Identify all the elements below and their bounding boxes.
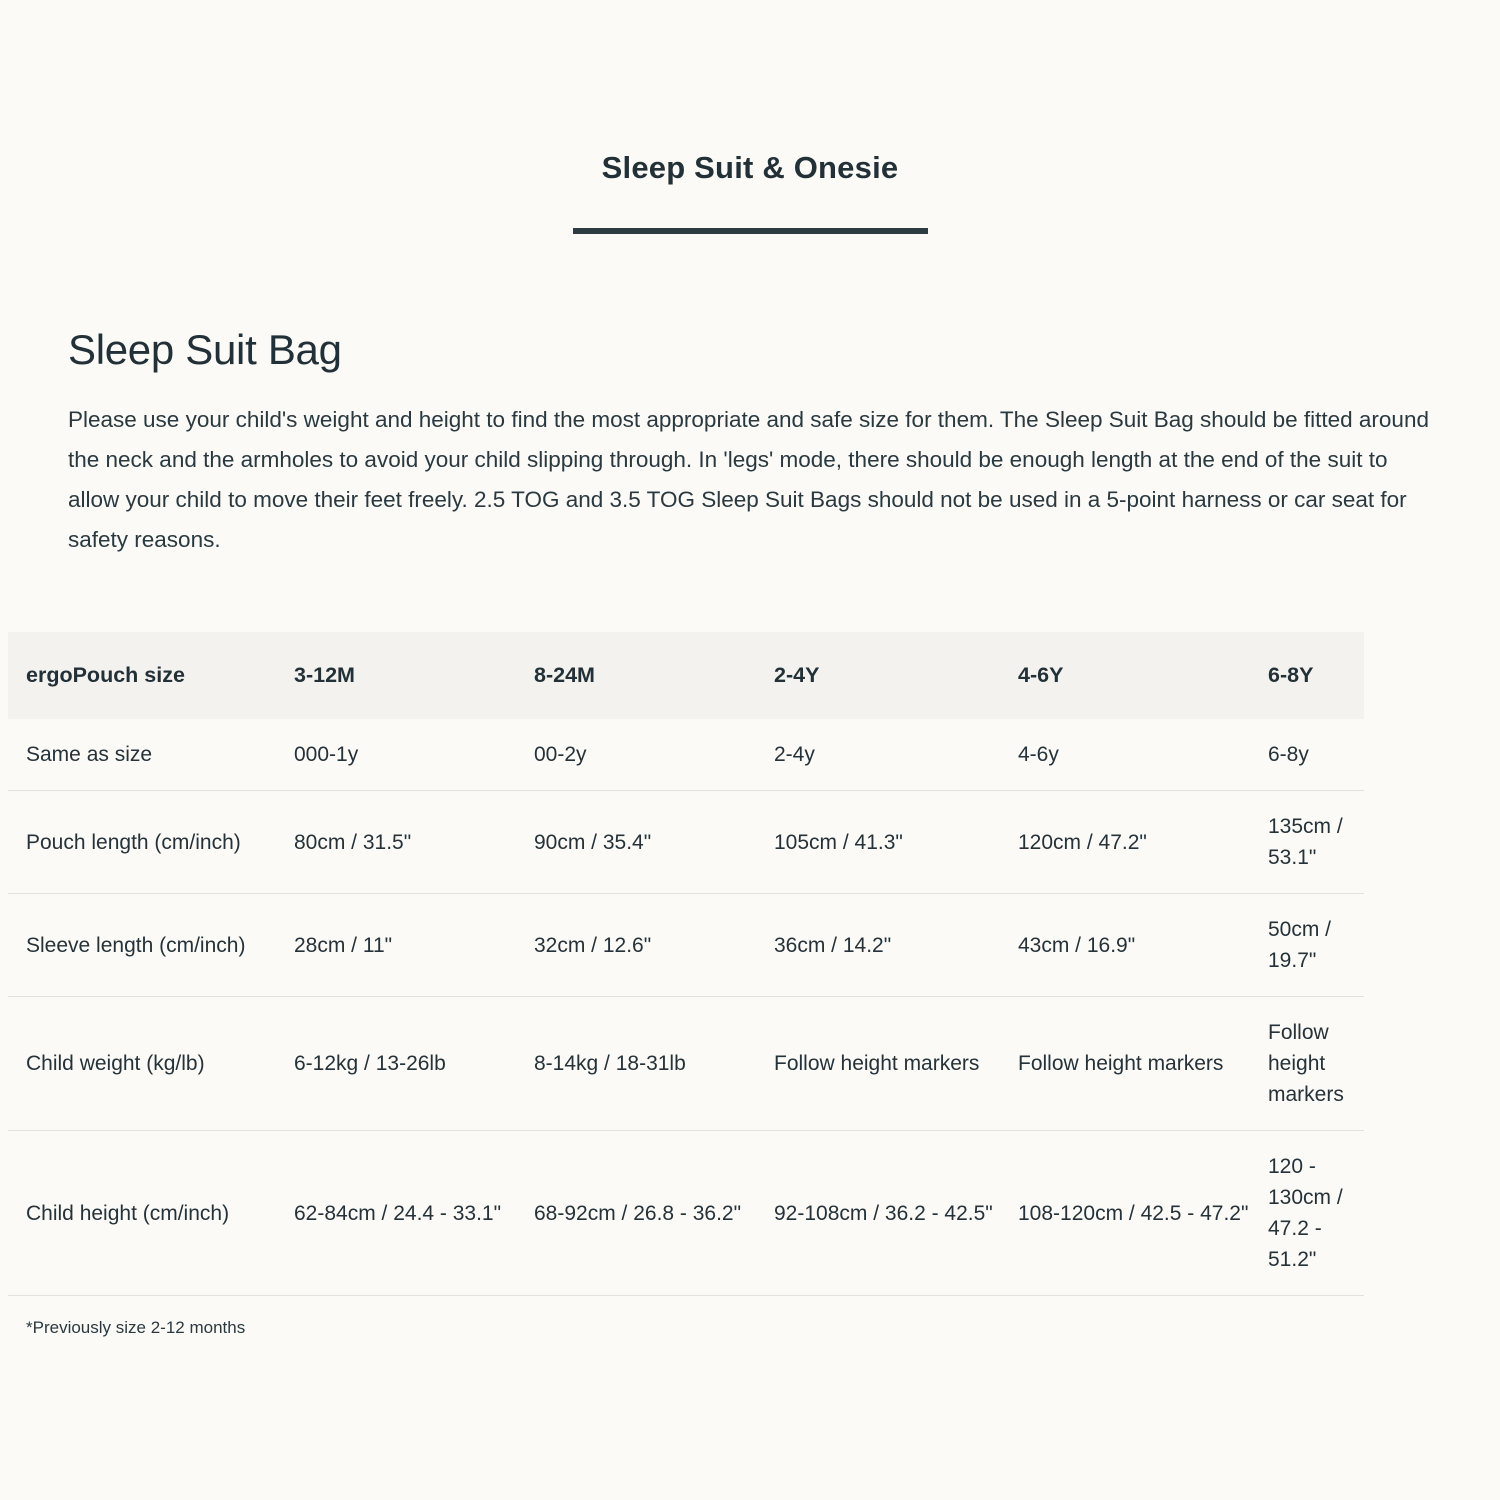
cell-child-weight-6-8y: Follow height markers: [1268, 1021, 1344, 1106]
cell-child-height-3-12m: 62-84cm / 24.4 - 33.1": [294, 1201, 502, 1225]
table-row: [8, 719, 1364, 791]
cell-child-weight-8-24m: 8-14kg / 18-31lb: [534, 1052, 686, 1075]
table-header-row: [8, 632, 1364, 719]
cell-sleeve-length-2-4y: 36cm / 14.2": [774, 933, 892, 957]
table-row: [8, 791, 1364, 894]
table-row: [8, 1131, 1364, 1296]
row-label-child-height: Child height (cm/inch): [26, 1201, 230, 1225]
column-header-4-6y: 4-6Y: [1000, 632, 1250, 719]
column-header-2-4y: 2-4Y: [756, 632, 1000, 719]
table-footnote: *Previously size 2-12 months: [26, 1318, 246, 1337]
column-header-8-24m: 8-24M: [516, 632, 756, 719]
cell-child-height-2-4y: 92-108cm / 36.2 - 42.5": [774, 1201, 993, 1225]
cell-sleeve-length-6-8y: 50cm / 19.7": [1268, 918, 1332, 972]
cell-child-height-8-24m: 68-92cm / 26.8 - 36.2": [534, 1201, 742, 1225]
row-label-same-as-size: Same as size: [26, 743, 153, 766]
cell-pouch-length-4-6y: 120cm / 47.2": [1018, 830, 1147, 854]
cell-same-as-size-6-8y: 6-8y: [1268, 743, 1309, 766]
row-label-child-weight: Child weight (kg/lb): [26, 1052, 205, 1075]
column-header-6-8y: 6-8Y: [1250, 632, 1364, 719]
cell-same-as-size-2-4y: 2-4y: [774, 743, 815, 766]
section-title: Sleep Suit Bag: [68, 326, 342, 373]
cell-child-weight-4-6y: Follow height markers: [1018, 1052, 1224, 1075]
cell-same-as-size-4-6y: 4-6y: [1018, 743, 1059, 766]
cell-pouch-length-3-12m: 80cm / 31.5": [294, 830, 412, 854]
column-header-ergopouch-size: ergoPouch size: [8, 632, 276, 719]
size-table-container: [0, 632, 1500, 1338]
cell-pouch-length-6-8y: 135cm / 53.1": [1268, 815, 1343, 869]
cell-child-weight-2-4y: Follow height markers: [774, 1052, 980, 1075]
section-description: Please use your child's weight and height to find the most appropriate and safe size for them. The Sleep Suit Bag should be fitted around the neck and the armholes to avoid your child slipping through. In 'legs' mode, there should be enough length at the end of the suit to allow your child to move their feet freely. 2.5 TOG and 3.5 TOG Sleep Suit Bags should not be used in a 5-point harness or car seat for safety reasons.: [68, 407, 1429, 552]
title-underline-divider: [573, 228, 928, 234]
size-table-body: [8, 719, 1364, 1296]
page-title: Sleep Suit & Onesie: [601, 150, 899, 185]
cell-sleeve-length-3-12m: 28cm / 11": [294, 933, 393, 957]
row-label-sleeve-length: Sleeve length (cm/inch): [26, 933, 246, 957]
row-label-pouch-length: Pouch length (cm/inch): [26, 830, 241, 854]
size-table-head: [8, 632, 1364, 719]
cell-child-height-6-8y: 120 - 130cm / 47.2 - 51.2": [1268, 1155, 1343, 1271]
cell-same-as-size-3-12m: 000-1y: [294, 743, 359, 766]
cell-sleeve-length-4-6y: 43cm / 16.9": [1018, 933, 1136, 957]
cell-sleeve-length-8-24m: 32cm / 12.6": [534, 933, 652, 957]
sleep-suit-bag-section: [0, 326, 1500, 560]
cell-pouch-length-2-4y: 105cm / 41.3": [774, 830, 903, 854]
cell-child-height-4-6y: 108-120cm / 42.5 - 47.2": [1018, 1201, 1249, 1225]
table-row: [8, 894, 1364, 997]
cell-child-weight-3-12m: 6-12kg / 13-26lb: [294, 1052, 446, 1075]
page-header: [0, 0, 1500, 234]
table-row: [8, 997, 1364, 1131]
cell-same-as-size-8-24m: 00-2y: [534, 743, 587, 766]
cell-pouch-length-8-24m: 90cm / 35.4": [534, 830, 652, 854]
column-header-3-12m: 3-12M: [276, 632, 516, 719]
size-table: [8, 632, 1364, 1296]
